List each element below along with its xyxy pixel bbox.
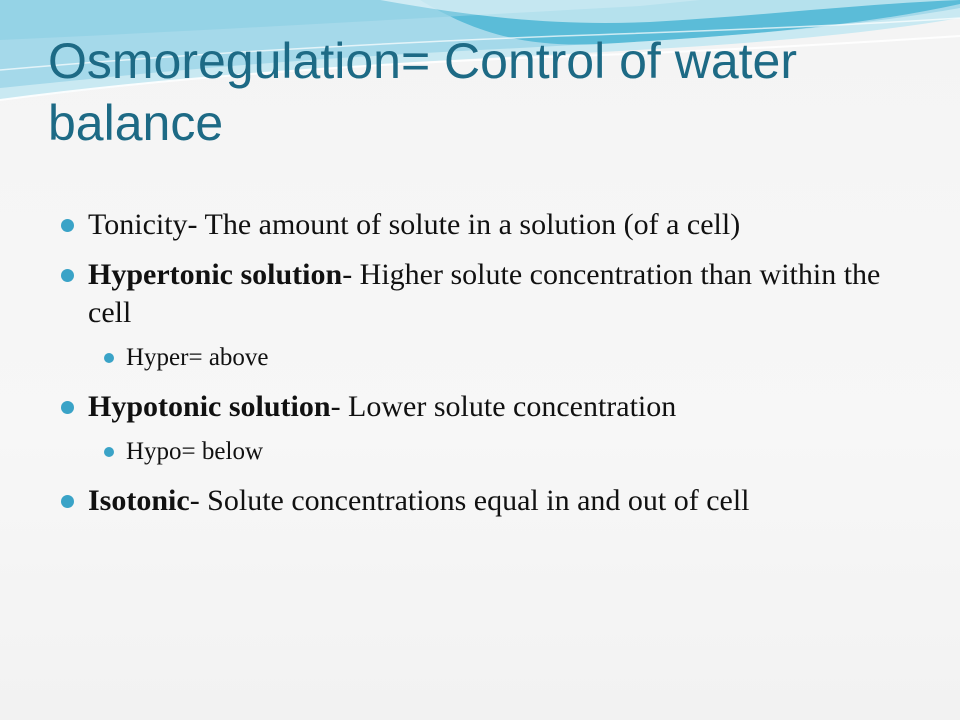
sub-bullet-icon: [104, 353, 114, 363]
sub-bullet-text: Hypo= below: [126, 438, 263, 465]
list-item: [60, 482, 900, 520]
bullet-icon: [61, 219, 74, 232]
bullet-icon: [61, 269, 74, 282]
slide-title: Osmoregulation= Control of water balance: [48, 33, 797, 151]
bullet-icon: [61, 401, 74, 414]
bullet-term: Isotonic: [88, 484, 190, 517]
list-item: [60, 206, 900, 244]
bullet-text: - Solute concentrations equal in and out of cell: [189, 484, 750, 517]
bullet-icon: [61, 495, 74, 508]
list-item: [60, 388, 900, 426]
bullet-text: Tonicity- The amount of solute in a solution (of a cell): [88, 208, 741, 241]
bullet-text: - Lower solute concentration: [330, 390, 677, 423]
bullet-term: Hypertonic solution: [88, 258, 343, 291]
sub-bullet-icon: [104, 447, 114, 457]
bullet-term: Hypotonic solution: [88, 390, 331, 423]
sub-list-item: [60, 436, 900, 468]
list-item: [60, 256, 900, 332]
bullet-text: - Higher solute concentration than within the cell: [88, 258, 881, 329]
sub-bullet-text: Hyper= above: [126, 344, 269, 371]
bullet-list: [60, 206, 900, 532]
sub-list-item: [60, 342, 900, 374]
